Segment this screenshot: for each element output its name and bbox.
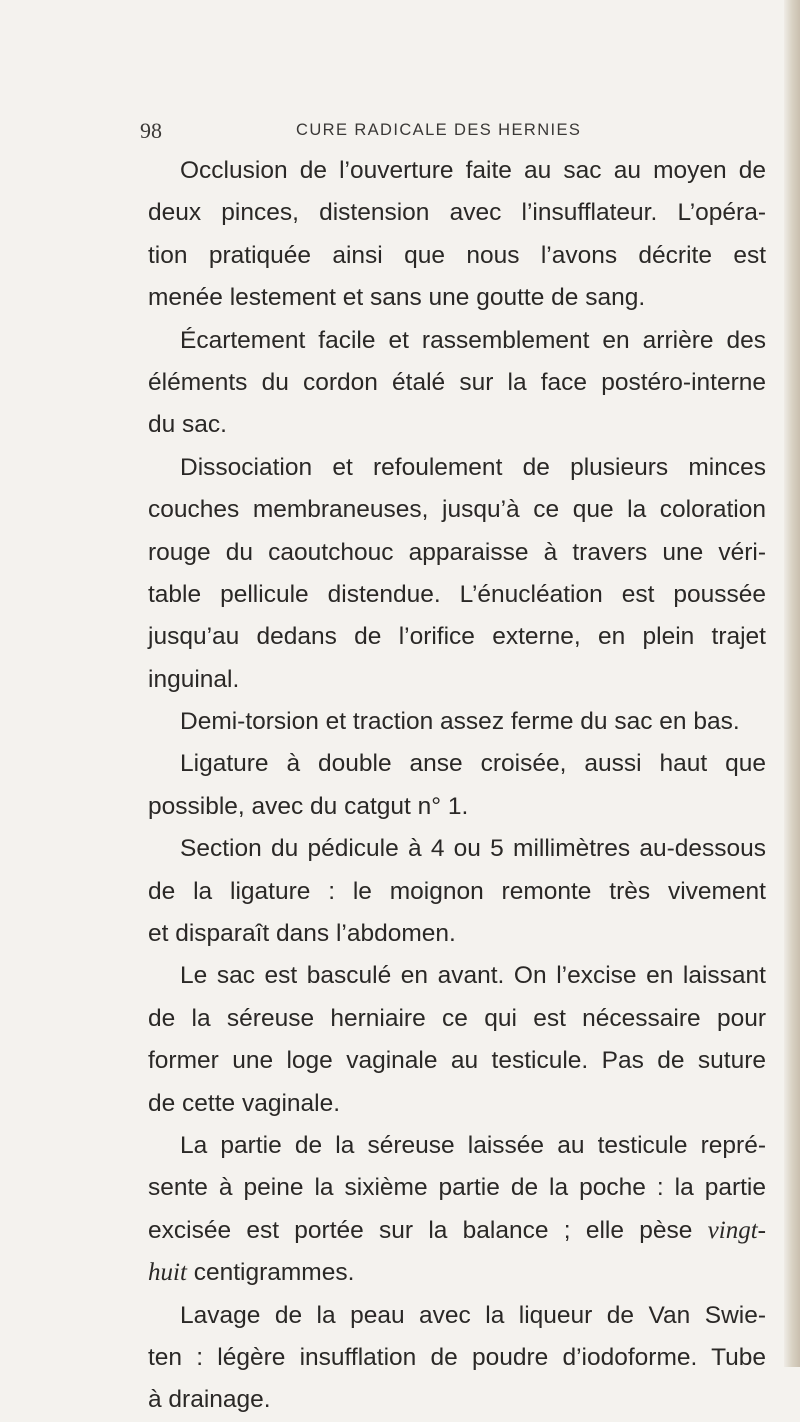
text-line: de la ligature : le moignon remonte très vivement: [148, 877, 766, 905]
italic-word: vingt-: [707, 1216, 766, 1244]
text-line: Section du pédicule à 4 ou 5 millimètres au-dessous: [180, 835, 766, 863]
text-run: excisée est portée sur la balance ; elle pèse: [148, 1216, 708, 1244]
text-line: [148, 1252, 766, 1294]
running-head: [140, 118, 780, 142]
text-line: de la séreuse herniaire ce qui est nécessaire pour: [148, 1004, 766, 1032]
text-line: éléments du cordon étalé sur la face postéro-interne: [148, 368, 766, 396]
text-line: couches membraneuses, jusqu’à ce que la coloration: [148, 496, 766, 524]
page-number: 98: [140, 118, 162, 143]
text-line: table pellicule distendue. L’énucléation est poussée: [148, 580, 766, 608]
text-line: et disparaît dans l’abdomen.: [148, 920, 456, 948]
text-line: tion pratiquée ainsi que nous l’avons décrite est: [148, 241, 766, 269]
text-line: Écartement facile et rassemblement en arrière des: [180, 326, 766, 354]
text-line: possible, avec du catgut n° 1.: [148, 792, 469, 820]
text-line: Lavage de la peau avec la liqueur de Van Swie-: [180, 1301, 766, 1329]
text-line: rouge du caoutchouc apparaisse à travers une véri-: [148, 538, 766, 566]
running-title: CURE RADICALE DES HERNIES: [296, 121, 582, 139]
text-line: jusqu’au dedans de l’orifice externe, en plein trajet: [148, 623, 766, 651]
text-line: à drainage.: [148, 1386, 271, 1414]
text-line: Demi-torsion et traction assez ferme du sac en bas.: [180, 708, 740, 736]
page-edge-shadow: [784, 0, 800, 1367]
text-line: du sac.: [148, 411, 227, 439]
text-line: deux pinces, distension avec l’insufflateur. L’opéra-: [148, 199, 766, 227]
text-line: [148, 1210, 766, 1252]
text-line: Occlusion de l’ouverture faite au sac au moyen de: [180, 157, 766, 184]
text-line: sente à peine la sixième partie de la poche : la partie: [148, 1174, 766, 1202]
italic-word: huit: [148, 1259, 187, 1287]
text-line: inguinal.: [148, 665, 240, 693]
text-line: de cette vaginale.: [148, 1089, 341, 1117]
text-line: former une loge vaginale au testicule. Pas de suture: [148, 1047, 766, 1075]
body-text: [148, 150, 766, 1422]
text-line: menée lestement et sans une goutte de sang.: [148, 284, 646, 312]
text-line: La partie de la séreuse laissée au testicule repré-: [180, 1131, 766, 1159]
text-line: Le sac est basculé en avant. On l’excise en laissant: [180, 962, 766, 990]
text-run: centigrammes.: [186, 1259, 355, 1287]
text-line: Ligature à double anse croisée, aussi haut que: [180, 750, 766, 778]
text-line: Dissociation et refoulement de plusieurs minces: [180, 453, 766, 481]
text-line: ten : légère insufflation de poudre d’iodoforme. Tube: [148, 1343, 766, 1371]
